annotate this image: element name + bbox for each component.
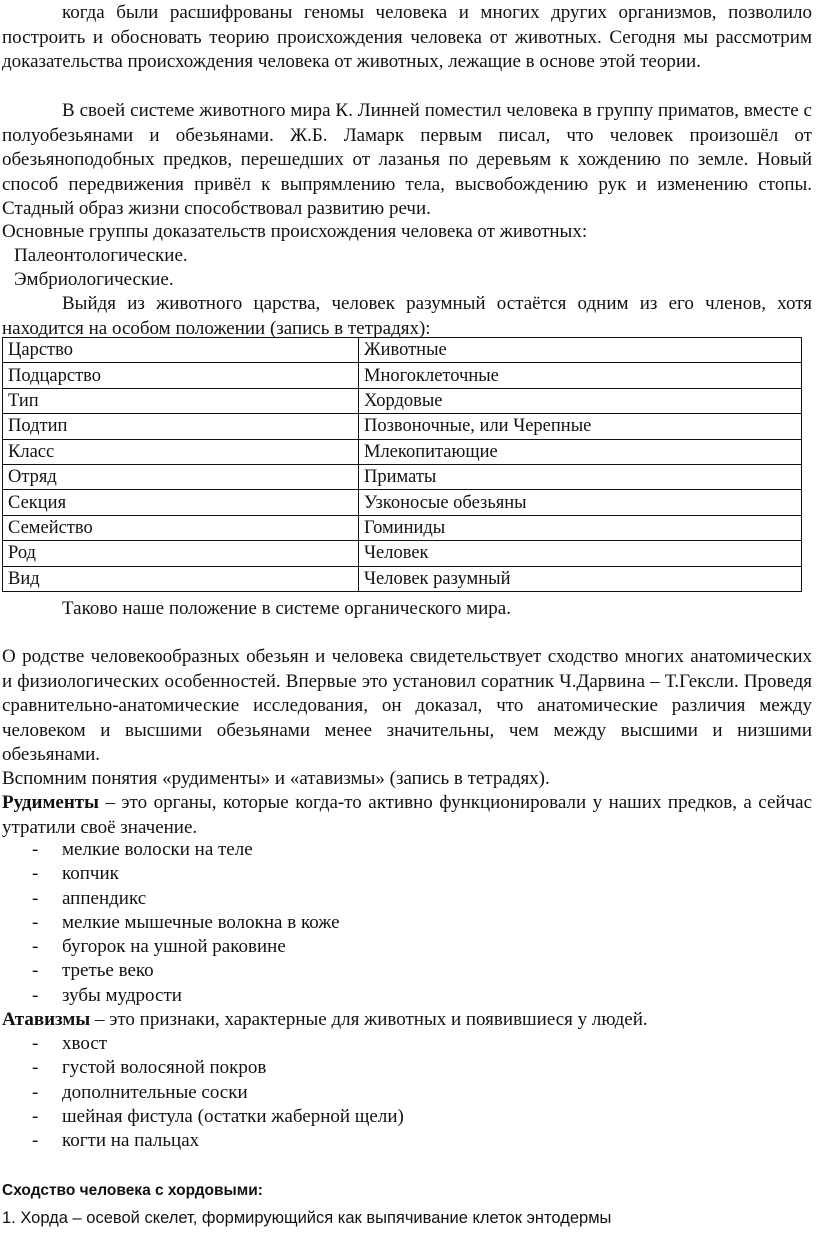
taxonomy-row (3, 388, 802, 413)
list-item-text: мелкие волоски на теле (62, 839, 253, 860)
taxonomy-row (3, 515, 802, 540)
taxon-rank-cell: Царство (3, 338, 359, 363)
dash-marker: - (32, 1105, 39, 1127)
evidence-group-item: Палеонтологические. (14, 245, 188, 266)
taxonomy-row (3, 541, 802, 566)
list-item-text: дополнительные соски (62, 1081, 248, 1103)
taxon-rank-cell: Вид (3, 566, 359, 591)
list-item-text: густой волосяной покров (62, 1057, 267, 1079)
atavisms-term: Атавизмы (2, 1009, 91, 1030)
dash-marker: - (32, 1081, 39, 1103)
rudiments-definition: Рудименты – это органы, которые когда-то активно функционировали у наших предков, а сейчас утратили своё значение. (2, 792, 812, 838)
list-item-text: третье веко (62, 960, 154, 982)
taxon-rank-cell: Род (3, 541, 359, 566)
taxon-name-cell: Многоклеточные (359, 363, 802, 388)
taxonomy-row (3, 566, 802, 591)
taxon-name-cell: Хордовые (359, 388, 802, 413)
chordates-heading: Сходство человека с хордовыми: (2, 1182, 263, 1199)
taxon-name-cell: Человек разумный (359, 566, 802, 591)
taxon-name-cell: Млекопитающие (359, 439, 802, 464)
taxon-name-cell: Приматы (359, 464, 802, 489)
evidence-group-item: Эмбриологические. (14, 269, 174, 290)
dash-marker: - (32, 1057, 39, 1079)
dash-marker: - (32, 960, 39, 982)
intro-paragraph-3: Выйдя из животного царства, человек разумный остаётся одним из его членов, хотя находится на особом положении (запись в тетрадях): (2, 293, 812, 339)
taxonomy-row (3, 464, 802, 489)
list-item-text: мелкие мышечные волокна в коже (62, 911, 340, 933)
evidence-groups-heading: Основные группы доказательств происхождения человека от животных: (2, 221, 588, 242)
taxon-rank-cell: Подцарство (3, 363, 359, 388)
list-item-text: аппендикс (62, 887, 147, 909)
taxon-name-cell: Животные (359, 338, 802, 363)
dash-marker: - (32, 1130, 39, 1152)
taxon-rank-cell: Тип (3, 388, 359, 413)
kinship-paragraph: О родстве человекообразных обезьян и человека свидетельствует сходство многих анатомических и физиологических особенностей. Впервые это установил соратник Ч.Дарвина – Т.Гексли. Проведя сравнительно-анатомические исследования, он доказал, что анатомические различия между человеком и высшими обезьянами менее значительны, чем между высшими и низшими обезьянами. (2, 646, 812, 766)
dash-marker: - (32, 984, 39, 1006)
intro-paragraph-1: когда были расшифрованы геномы человека и многих других организмов, позволило построить и обосновать теорию происхождения человека от животных. Сегодня мы рассмотрим доказательства происхождения человека от животных, лежащие в основе этой теории. (2, 2, 812, 73)
taxon-rank-cell: Отряд (3, 464, 359, 489)
dash-marker: - (32, 936, 39, 958)
list-item-text: хвост (62, 1033, 108, 1054)
taxon-name-cell: Гоминиды (359, 515, 802, 540)
taxonomy-row (3, 338, 802, 363)
taxon-name-cell: Человек (359, 541, 802, 566)
list-item-text: шейная фистула (остатки жаберной щели) (62, 1105, 404, 1127)
taxonomy-table (2, 337, 802, 592)
taxon-name-cell: Узконосые обезьяны (359, 490, 802, 515)
dash-marker: - (32, 911, 39, 933)
chordates-item-1: 1. Хорда – осевой скелет, формирующийся как выпячивание клеток энтодермы (2, 1209, 612, 1227)
taxon-name-cell: Позвоночные, или Черепные (359, 414, 802, 439)
dash-marker: - (32, 887, 39, 909)
recall-concepts-line: Вспомним понятия «рудименты» и «атавизмы» (запись в тетрадях). (2, 768, 550, 789)
taxon-rank-cell: Класс (3, 439, 359, 464)
taxonomy-row (3, 490, 802, 515)
taxon-rank-cell: Семейство (3, 515, 359, 540)
dash-marker: - (32, 839, 39, 860)
after-table-text: Таково наше положение в системе органического мира. (62, 598, 511, 619)
rudiments-term: Рудименты (2, 792, 99, 813)
taxon-rank-cell: Секция (3, 490, 359, 515)
list-item-text: копчик (62, 863, 119, 885)
list-item-text: зубы мудрости (62, 984, 182, 1006)
dash-marker: - (32, 1033, 39, 1054)
taxonomy-row (3, 414, 802, 439)
intro-paragraph-2: В своей системе животного мира К. Линней поместил человека в группу приматов, вместе с полуобезьянами и обезьянами. Ж.Б. Ламарк первым писал, что человек произошёл от обезьяноподобных предков, перешедших от лазанья по деревьям к хождению по земле. Новый способ передвижения привёл к выпрямлению тела, высвобождению рук и изменению стопы. Стадный образ жизни способствовал развитию речи. (2, 100, 812, 220)
list-item-text: когти на пальцах (62, 1130, 200, 1152)
dash-marker: - (32, 863, 39, 885)
taxonomy-row (3, 439, 802, 464)
list-item-text: бугорок на ушной раковине (62, 936, 286, 958)
atavisms-definition: Атавизмы – это признаки, характерные для животных и появившиеся у людей. (2, 1009, 648, 1030)
taxonomy-row (3, 363, 802, 388)
taxon-rank-cell: Подтип (3, 414, 359, 439)
